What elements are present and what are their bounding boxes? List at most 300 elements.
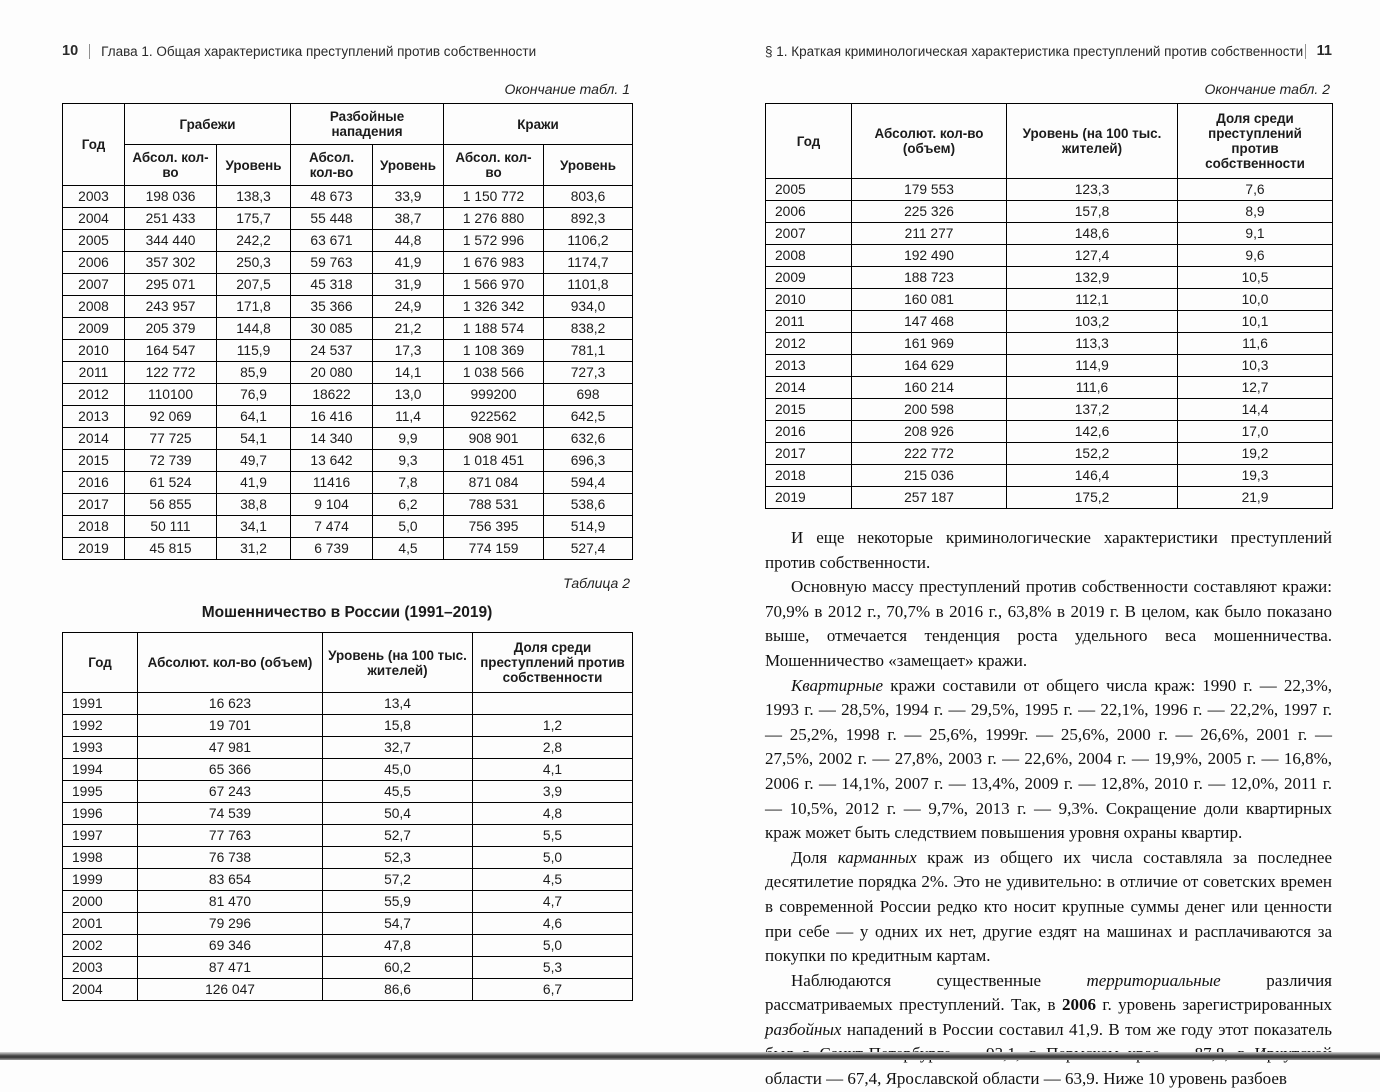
table-cell: 2006 <box>63 252 125 274</box>
table-cell: 144,8 <box>217 318 291 340</box>
table-cell: 138,3 <box>217 186 291 208</box>
table-cell: 52,7 <box>323 825 473 847</box>
table-cell: 2015 <box>63 450 125 472</box>
table-cell: 7,8 <box>373 472 444 494</box>
table-cell: 4,8 <box>473 803 633 825</box>
left-page <box>62 42 632 1001</box>
table-cell: 934,0 <box>544 296 633 318</box>
italic-text: Квартирные <box>791 675 884 695</box>
table1-body <box>63 186 633 560</box>
table-cell: 2012 <box>63 384 125 406</box>
table-cell: 110100 <box>125 384 217 406</box>
table-row <box>63 891 633 913</box>
table-cell: 147 468 <box>852 311 1007 333</box>
table-cell: 2012 <box>766 333 852 355</box>
table-cell: 49,7 <box>217 450 291 472</box>
col-header-year: Год <box>63 104 125 186</box>
table-cell: 1999 <box>63 869 138 891</box>
table-cell: 2011 <box>766 311 852 333</box>
table-row <box>766 443 1333 465</box>
table-cell: 33,9 <box>373 186 444 208</box>
table-cell: 123,3 <box>1007 179 1178 201</box>
fraud-table <box>62 632 633 1001</box>
table-cell: 803,6 <box>544 186 633 208</box>
table-cell: 774 159 <box>444 538 544 560</box>
table-cell: 65 366 <box>138 759 323 781</box>
table-cell: 6,7 <box>473 979 633 1001</box>
table-cell: 18622 <box>291 384 373 406</box>
table-cell: 1998 <box>63 847 138 869</box>
table-cell: 1 566 970 <box>444 274 544 296</box>
table2-header <box>63 633 633 693</box>
italic-text: территориальные <box>1086 970 1221 990</box>
table-row <box>766 289 1333 311</box>
table-cell: 146,4 <box>1007 465 1178 487</box>
table-cell: 9 104 <box>291 494 373 516</box>
table-cell: 45 815 <box>125 538 217 560</box>
table-cell: 2007 <box>766 223 852 245</box>
table-cell: 5,0 <box>473 847 633 869</box>
table-cell: 127,4 <box>1007 245 1178 267</box>
table-row <box>63 516 633 538</box>
table-cell: 48 673 <box>291 186 373 208</box>
table-row <box>766 223 1333 245</box>
table-cell: 357 302 <box>125 252 217 274</box>
table-cell: 112,1 <box>1007 289 1178 311</box>
body-text <box>765 526 1332 1092</box>
table-cell: 79 296 <box>138 913 323 935</box>
table-cell: 60,2 <box>323 957 473 979</box>
table-cell: 21,2 <box>373 318 444 340</box>
table-cell: 3,9 <box>473 781 633 803</box>
col-header-level: Уровень <box>544 145 633 186</box>
table-cell: 55,9 <box>323 891 473 913</box>
table-cell: 87 471 <box>138 957 323 979</box>
page-number-left: 10 <box>62 43 79 59</box>
book-bottom-edge <box>0 1052 1380 1060</box>
table-row <box>63 384 633 406</box>
table-cell: 192 490 <box>852 245 1007 267</box>
table-row <box>63 450 633 472</box>
table-cell: 2010 <box>63 340 125 362</box>
table2cont-header <box>766 104 1333 179</box>
table-cell: 2002 <box>63 935 138 957</box>
table-cell: 205 379 <box>125 318 217 340</box>
col-header-abs: Абсол. кол-во <box>291 145 373 186</box>
table-cell: 76 738 <box>138 847 323 869</box>
table-cell: 13,0 <box>373 384 444 406</box>
table-cell: 2018 <box>63 516 125 538</box>
table-cell: 14,1 <box>373 362 444 384</box>
table-cell: 54,1 <box>217 428 291 450</box>
table-row <box>63 693 633 715</box>
table-cell: 76,9 <box>217 384 291 406</box>
table-cell: 1,2 <box>473 715 633 737</box>
section-title: § 1. Краткая криминологическая характеристика преступлений против собственности <box>765 43 1304 59</box>
table-cell: 2,8 <box>473 737 633 759</box>
table-row <box>63 759 633 781</box>
table-cell: 6 739 <box>291 538 373 560</box>
col-header-abs: Абсол. кол-во <box>125 145 217 186</box>
table-cell: 1997 <box>63 825 138 847</box>
table-row <box>63 362 633 384</box>
table-row <box>63 913 633 935</box>
table-cell: 2016 <box>766 421 852 443</box>
table-cell: 38,7 <box>373 208 444 230</box>
table-row <box>63 318 633 340</box>
col-header-level: Уровень <box>373 145 444 186</box>
table-row <box>766 245 1333 267</box>
table2cont-header-row <box>766 104 1333 179</box>
table-cell: 2008 <box>766 245 852 267</box>
table-cell: 41,9 <box>217 472 291 494</box>
table-row <box>766 487 1333 509</box>
table-cell: 32,7 <box>323 737 473 759</box>
table-cell: 45,5 <box>323 781 473 803</box>
table-cell: 1 276 880 <box>444 208 544 230</box>
table-cell: 2007 <box>63 274 125 296</box>
table-cell: 13 642 <box>291 450 373 472</box>
table-row <box>63 472 633 494</box>
table-cell: 21,9 <box>1178 487 1333 509</box>
table-cell: 50,4 <box>323 803 473 825</box>
table-cell: 1 108 369 <box>444 340 544 362</box>
table-row <box>766 399 1333 421</box>
table-cell: 207,5 <box>217 274 291 296</box>
table-cell: 31,9 <box>373 274 444 296</box>
table1-caption: Окончание табл. 1 <box>504 81 630 97</box>
table-cell: 242,2 <box>217 230 291 252</box>
col-header-share: Доля среди преступлений против собственности <box>1178 104 1333 179</box>
table-cell: 4,5 <box>473 869 633 891</box>
table-cell: 908 901 <box>444 428 544 450</box>
table-cell: 1996 <box>63 803 138 825</box>
table-cell: 86,6 <box>323 979 473 1001</box>
table-cell: 19,3 <box>1178 465 1333 487</box>
italic-text: разбойных <box>765 1019 842 1039</box>
table-row <box>63 428 633 450</box>
table-cell: 7 474 <box>291 516 373 538</box>
table-cell: 34,1 <box>217 516 291 538</box>
table-cell: 114,9 <box>1007 355 1178 377</box>
table-cell: 17,0 <box>1178 421 1333 443</box>
table-cell: 4,6 <box>473 913 633 935</box>
table-cell: 13,4 <box>323 693 473 715</box>
italic-text: карманных <box>837 847 917 867</box>
table-cell: 103,2 <box>1007 311 1178 333</box>
table-row <box>63 296 633 318</box>
table-cell: 41,9 <box>373 252 444 274</box>
col-header-level: Уровень (на 100 тыс. жителей) <box>1007 104 1178 179</box>
table-cell: 126 047 <box>138 979 323 1001</box>
table-cell: 1 572 996 <box>444 230 544 252</box>
table-cell: 16 416 <box>291 406 373 428</box>
table-cell: 56 855 <box>125 494 217 516</box>
table-row <box>766 333 1333 355</box>
table-cell: 52,3 <box>323 847 473 869</box>
table-cell: 4,7 <box>473 891 633 913</box>
table-cell: 295 071 <box>125 274 217 296</box>
table-cell: 38,8 <box>217 494 291 516</box>
table-cell: 160 214 <box>852 377 1007 399</box>
table-cell: 24,9 <box>373 296 444 318</box>
col-header-absolute: Абсолют. кол-во (объем) <box>852 104 1007 179</box>
table-cell: 2018 <box>766 465 852 487</box>
table-row <box>63 208 633 230</box>
col-header-absolute: Абсолют. кол-во (объем) <box>138 633 323 693</box>
table-row <box>63 825 633 847</box>
table-cell: 1991 <box>63 693 138 715</box>
table-row <box>766 201 1333 223</box>
table-row <box>63 494 633 516</box>
table-row <box>63 847 633 869</box>
table-cell: 2001 <box>63 913 138 935</box>
table-cell: 2005 <box>766 179 852 201</box>
table-cell: 788 531 <box>444 494 544 516</box>
table-cell: 152,2 <box>1007 443 1178 465</box>
col-header-level: Уровень <box>217 145 291 186</box>
table-cell: 113,3 <box>1007 333 1178 355</box>
table-cell: 59 763 <box>291 252 373 274</box>
table-cell: 16 623 <box>138 693 323 715</box>
table-cell: 257 187 <box>852 487 1007 509</box>
table-cell: 344 440 <box>125 230 217 252</box>
table-cell: 9,3 <box>373 450 444 472</box>
table-cell: 132,9 <box>1007 267 1178 289</box>
table-cell: 696,3 <box>544 450 633 472</box>
table-row <box>63 935 633 957</box>
right-page <box>765 42 1332 1092</box>
table-cell: 225 326 <box>852 201 1007 223</box>
table-cell: 11416 <box>291 472 373 494</box>
text-run: различия рассматриваемых преступлений. Так, в <box>765 970 1332 1015</box>
table-cell: 2014 <box>63 428 125 450</box>
table-cell: 85,9 <box>217 362 291 384</box>
table-cell: 7,6 <box>1178 179 1333 201</box>
table-cell: 2019 <box>63 538 125 560</box>
table-cell: 208 926 <box>852 421 1007 443</box>
table-cell: 8,9 <box>1178 201 1333 223</box>
table-cell: 10,1 <box>1178 311 1333 333</box>
table-cell: 164 629 <box>852 355 1007 377</box>
table-cell <box>473 693 633 715</box>
table-cell: 781,1 <box>544 340 633 362</box>
table-cell: 45 318 <box>291 274 373 296</box>
table-row <box>63 340 633 362</box>
table-row <box>766 267 1333 289</box>
table-row <box>766 311 1333 333</box>
table-cell: 2004 <box>63 979 138 1001</box>
chapter-title: Глава 1. Общая характеристика преступлений против собственности <box>101 43 537 59</box>
table-row <box>766 179 1333 201</box>
fraud-table-continuation <box>765 103 1333 509</box>
body-paragraph <box>765 846 1332 969</box>
table-cell: 161 969 <box>852 333 1007 355</box>
table-cell: 11,6 <box>1178 333 1333 355</box>
table-cell: 5,0 <box>373 516 444 538</box>
table-cell: 72 739 <box>125 450 217 472</box>
body-paragraph <box>765 526 1332 575</box>
table-cell: 6,2 <box>373 494 444 516</box>
table-cell: 164 547 <box>125 340 217 362</box>
table-cell: 45,0 <box>323 759 473 781</box>
table-cell: 200 598 <box>852 399 1007 421</box>
table-cell: 838,2 <box>544 318 633 340</box>
table-cell: 63 671 <box>291 230 373 252</box>
table-row <box>766 377 1333 399</box>
table-cell: 2009 <box>766 267 852 289</box>
table-cell: 81 470 <box>138 891 323 913</box>
table-cell: 83 654 <box>138 869 323 891</box>
table-cell: 11,4 <box>373 406 444 428</box>
table-row <box>63 869 633 891</box>
table-cell: 20 080 <box>291 362 373 384</box>
table-cell: 30 085 <box>291 318 373 340</box>
table-cell: 74 539 <box>138 803 323 825</box>
table-cell: 215 036 <box>852 465 1007 487</box>
table-cell: 1 018 451 <box>444 450 544 472</box>
table-cell: 67 243 <box>138 781 323 803</box>
table-cell: 111,6 <box>1007 377 1178 399</box>
col-header-level: Уровень (на 100 тыс. жителей) <box>323 633 473 693</box>
table-cell: 4,5 <box>373 538 444 560</box>
table-cell: 160 081 <box>852 289 1007 311</box>
table-cell: 2003 <box>63 186 125 208</box>
table-cell: 243 957 <box>125 296 217 318</box>
table-cell: 2003 <box>63 957 138 979</box>
table2-body <box>63 693 633 1001</box>
table-cell: 171,8 <box>217 296 291 318</box>
table-cell: 922562 <box>444 406 544 428</box>
header-divider <box>89 44 90 59</box>
table-row <box>63 538 633 560</box>
table-cell: 12,7 <box>1178 377 1333 399</box>
table-cell: 5,5 <box>473 825 633 847</box>
table-cell: 251 433 <box>125 208 217 230</box>
running-header-right <box>765 42 1332 60</box>
table-cell: 698 <box>544 384 633 406</box>
table-cell: 527,4 <box>544 538 633 560</box>
table-cell: 1 676 983 <box>444 252 544 274</box>
table-cell: 1994 <box>63 759 138 781</box>
table1-header <box>63 104 633 186</box>
table-cell: 2013 <box>766 355 852 377</box>
table-cell: 61 524 <box>125 472 217 494</box>
col-group-theft: Кражи <box>444 104 633 145</box>
table-cell: 2006 <box>766 201 852 223</box>
header-divider <box>1305 44 1306 59</box>
table-cell: 10,5 <box>1178 267 1333 289</box>
table-cell: 15,8 <box>323 715 473 737</box>
table-cell: 198 036 <box>125 186 217 208</box>
table-cell: 175,7 <box>217 208 291 230</box>
body-paragraph <box>765 674 1332 846</box>
table-cell: 2017 <box>63 494 125 516</box>
text-run: Доля <box>791 847 838 867</box>
col-header-year: Год <box>766 104 852 179</box>
table-cell: 1993 <box>63 737 138 759</box>
table-cell: 250,3 <box>217 252 291 274</box>
table-cell: 55 448 <box>291 208 373 230</box>
bold-text: 2006 <box>1061 995 1096 1015</box>
body-paragraph <box>765 969 1332 1092</box>
body-paragraph <box>765 575 1332 673</box>
table-cell: 514,9 <box>544 516 633 538</box>
table-cell: 1101,8 <box>544 274 633 296</box>
table-cell: 157,8 <box>1007 201 1178 223</box>
table2-caption: Таблица 2 <box>563 575 630 591</box>
table-cell: 47,8 <box>323 935 473 957</box>
table-row <box>63 979 633 1001</box>
table-row <box>766 421 1333 443</box>
table-cell: 115,9 <box>217 340 291 362</box>
table-cell: 10,0 <box>1178 289 1333 311</box>
table-cell: 2019 <box>766 487 852 509</box>
table-cell: 999200 <box>444 384 544 406</box>
page-number-right: 11 <box>1316 43 1332 59</box>
table-row <box>766 465 1333 487</box>
col-group-assault: Разбойные нападения <box>291 104 444 145</box>
crime-stats-table-continuation <box>62 103 633 560</box>
text-run: И еще некоторые криминологические характеристики преступлений против собственности. <box>765 528 1332 572</box>
table-cell: 54,7 <box>323 913 473 935</box>
table-cell: 756 395 <box>444 516 544 538</box>
table-cell: 92 069 <box>125 406 217 428</box>
text-run: нападений в России составил 41,9. В том же году этот показатель области — 67,4, Ярославской области — 63,9. Ниже 10 уровень разбоев <box>765 1019 1332 1089</box>
table-cell: 222 772 <box>852 443 1007 465</box>
table-cell: 538,6 <box>544 494 633 516</box>
table-cell: 122 772 <box>125 362 217 384</box>
table-cell: 57,2 <box>323 869 473 891</box>
table-cell: 871 084 <box>444 472 544 494</box>
table-cell: 2017 <box>766 443 852 465</box>
table-cell: 47 981 <box>138 737 323 759</box>
table2-header-row <box>63 633 633 693</box>
table2-continuation-caption: Окончание табл. 2 <box>1204 81 1330 97</box>
table-cell: 77 725 <box>125 428 217 450</box>
text-run: Наблюдаются существенные <box>791 970 1087 990</box>
running-header-left <box>62 42 632 60</box>
table-cell: 64,1 <box>217 406 291 428</box>
table-cell: 9,9 <box>373 428 444 450</box>
table-cell: 1 188 574 <box>444 318 544 340</box>
table-cell: 19,2 <box>1178 443 1333 465</box>
table-row <box>63 715 633 737</box>
table-cell: 1992 <box>63 715 138 737</box>
table-row <box>63 230 633 252</box>
table-cell: 14,4 <box>1178 399 1333 421</box>
table-cell: 35 366 <box>291 296 373 318</box>
table-cell: 69 346 <box>138 935 323 957</box>
table-cell: 137,2 <box>1007 399 1178 421</box>
table-cell: 44,8 <box>373 230 444 252</box>
col-header-abs: Абсол. кол-во <box>444 145 544 186</box>
table-row <box>63 957 633 979</box>
table-cell: 175,2 <box>1007 487 1178 509</box>
table-cell: 1174,7 <box>544 252 633 274</box>
table-cell: 2000 <box>63 891 138 913</box>
text-run: кражи составили от общего числа краж: 1990 г. — 22,3%, 1993 г. — 28,5%, 1994 г. — 29,5%, 1995 г. — 22,1%, 1996 г. — 22,2%, 1997 г. — 25,2%, 1998 г. — 25,6%, 1999г. — 25,6%, 2000 г. — 26,6%, 2001 г. — 27,5%, 2002 г. — 27,8%, 2003 г. — 22,6%, 2004 г. — 19,9%, 2005 г. — 16,8%, 2006 г. — 14,1%, 2007 г. — 13,4%, 2009 г. — 12,8%, 2010 г. — 12,0%, 2011 г. — 10,5%, 2012 г. — 9,7%, 2013 г. — 9,3%. Сокращение доли квартирных краж может быть следствием повышения уровня охраны квартир. <box>765 675 1332 843</box>
table-cell: 642,5 <box>544 406 633 428</box>
table-cell: 1 150 772 <box>444 186 544 208</box>
text-run: краж из общего их числа составляла за последнее десятилетие порядка 2%. Это не удивительно: в отличие от советских времен в современной России редко кто носит крупные суммы денег или ценности при себе — у одних их нет, другие ездят на машинах и расплачиваются за покупки по кредитным картам. <box>765 847 1332 966</box>
table-cell: 2009 <box>63 318 125 340</box>
table-cell: 2011 <box>63 362 125 384</box>
table-cell: 1 326 342 <box>444 296 544 318</box>
table-cell: 1 038 566 <box>444 362 544 384</box>
table-cell: 2014 <box>766 377 852 399</box>
table-cell: 2013 <box>63 406 125 428</box>
